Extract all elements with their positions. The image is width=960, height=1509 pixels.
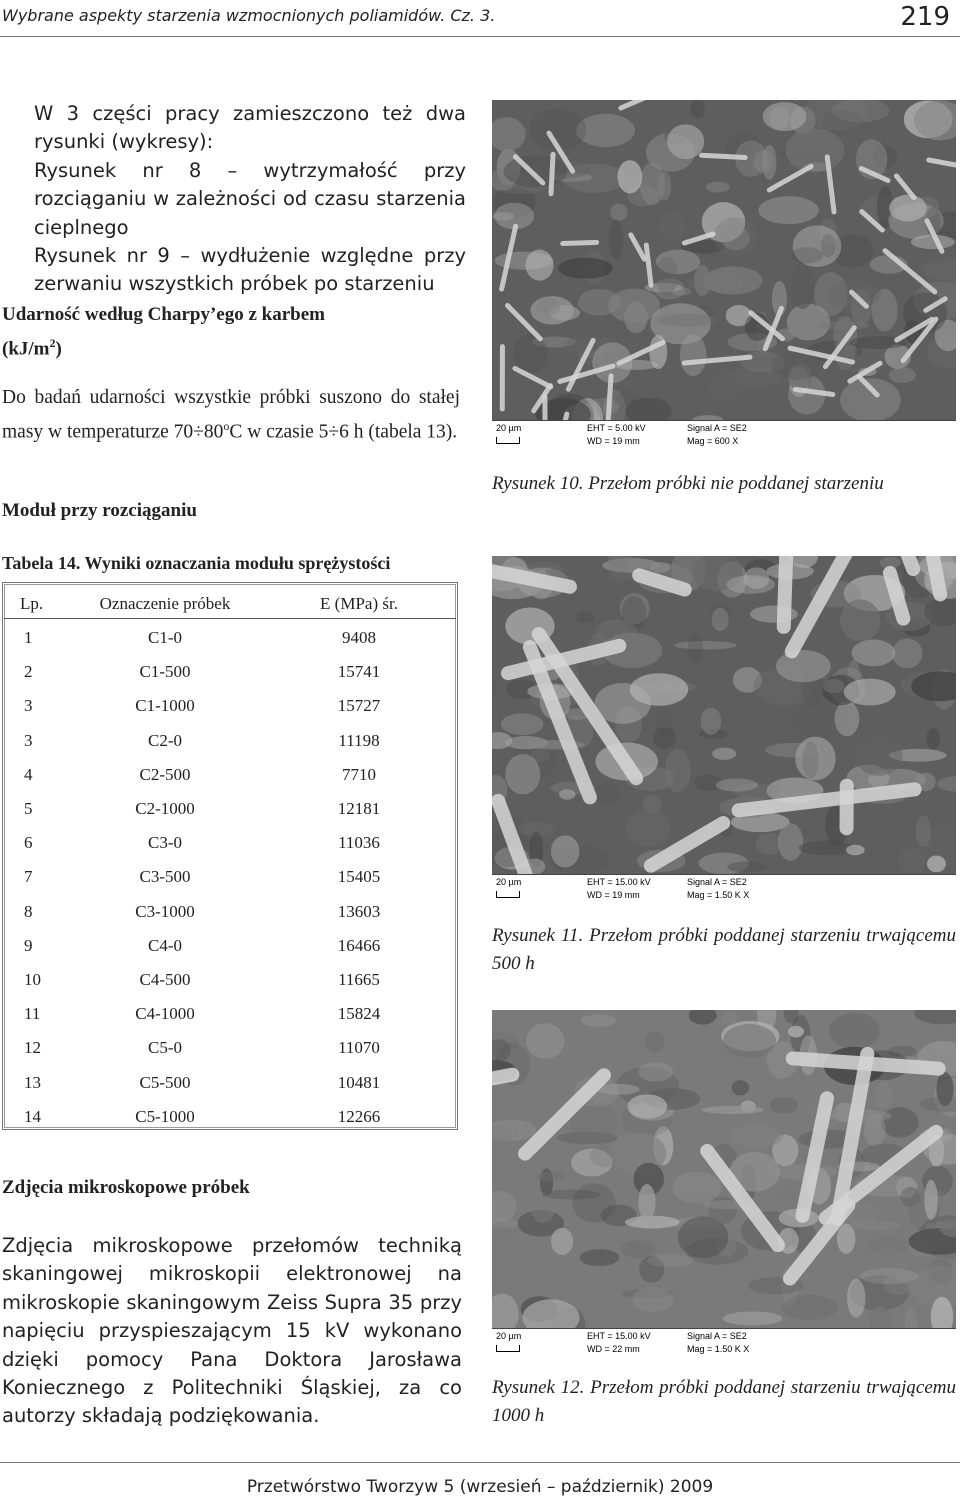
page-number: 219: [900, 2, 950, 32]
charpy-paragraph: [2, 384, 460, 447]
table-cell-modulus: 10481: [337, 1072, 381, 1092]
table-row: [4, 1065, 456, 1099]
table-row: [4, 996, 456, 1030]
table-cell-lp: 5: [24, 799, 33, 818]
charpy-heading: [2, 300, 462, 363]
micro-paragraph: Zdjęcia mikroskopowe przełomów techniką skaningowej mikroskopii elektronowej na mikroskopie skaningowym Zeiss Supra 35 przy napięciu przyspieszającym 15 kV wykonano dzięki pomocy Pana Doktora Jarosława Koniecznego z Politechniki Śląskiej, za co autorzy składają podziękowania.: [2, 1234, 462, 1428]
intro-line-3: Rysunek nr 9 – wydłużenie względne przy zerwaniu wszystkich próbek po starzeniu: [34, 244, 466, 296]
table-cell-modulus: 11036: [338, 833, 380, 853]
table-cell-sample: C5-0: [148, 1038, 182, 1058]
table-cell-lp: 13: [24, 1072, 41, 1092]
table-cell-lp: 4: [24, 764, 33, 784]
sem-micrograph-12: [492, 1010, 956, 1358]
table-row: [4, 1099, 456, 1133]
scale-bar: [496, 891, 520, 898]
table-cell-lp: 9: [24, 935, 33, 955]
table-cell-modulus: 11665: [338, 970, 380, 989]
table-cell-lp: 2: [24, 662, 33, 682]
table-cell-modulus: 7710: [342, 764, 376, 784]
table-cell-modulus: 15824: [337, 1004, 381, 1024]
table-cell-sample: C5-500: [139, 1072, 191, 1092]
table-row: [4, 962, 456, 996]
table-cell-sample: C1-1000: [135, 696, 195, 716]
wd-label: WD = 19 mm: [587, 890, 640, 900]
table-cell-lp: 3: [24, 730, 33, 750]
table-header-modulus: E (MPa) śr.: [320, 594, 398, 613]
table-cell-sample: C2-0: [148, 730, 182, 750]
table-cell-lp: 14: [24, 1106, 41, 1126]
table-cell-modulus: 13603: [337, 901, 381, 921]
signal-label: Signal A = SE2: [687, 423, 747, 433]
intro-line-1: W 3 części pracy zamieszczono też dwa rysunki (wykresy):: [34, 102, 466, 154]
table-row: [4, 791, 456, 825]
micro-heading: Zdjęcia mikroskopowe próbek: [2, 1177, 250, 1198]
figure-caption: Rysunek 11. Przełom próbki poddanej starzeniu trwającemu 500 h: [492, 925, 956, 974]
table-row: [4, 1030, 456, 1064]
table-cell-sample: C4-500: [139, 970, 191, 989]
scale-bar: [496, 1345, 520, 1352]
charpy-unit-prefix: (kJ/m: [2, 338, 50, 360]
table-header-rule: [4, 618, 456, 619]
charpy-paragraph-a: Do badań udarności wszystkie próbki suszono do stałej masy w temperaturze 70÷80: [2, 387, 460, 443]
mag-label: Mag = 1.50 K X: [687, 1344, 750, 1354]
table-cell-modulus: 15741: [337, 662, 381, 682]
table-cell-lp: 1: [24, 628, 33, 647]
table-cell-sample: C2-500: [139, 764, 191, 784]
table-cell-sample: C1-0: [148, 628, 182, 647]
table-cell-sample: C3-1000: [135, 901, 195, 921]
table-row: [4, 894, 456, 928]
table-cell-sample: C3-500: [139, 867, 191, 887]
table-header-sample: Oznaczenie próbek: [99, 594, 231, 613]
signal-label: Signal A = SE2: [687, 1331, 747, 1341]
table-cell-modulus: 12181: [337, 799, 381, 818]
micrograph-image: [492, 556, 956, 874]
footer-rule: [0, 1462, 960, 1463]
table-row: [4, 723, 456, 757]
table-cell-lp: 11: [24, 1004, 41, 1024]
figure-caption: Rysunek 12. Przełom próbki poddanej starzeniu trwającemu 1000 h: [492, 1377, 956, 1426]
running-title: Wybrane aspekty starzenia wzmocnionych poliamidów. Cz. 3.: [2, 6, 496, 25]
figure-caption: Rysunek 10. Przełom próbki nie poddanej starzeniu: [492, 473, 884, 494]
table-cell-lp: 12: [24, 1038, 41, 1058]
table-row: [4, 825, 456, 859]
table-cell-lp: 10: [24, 970, 41, 989]
scale-label: 20 µm: [496, 1331, 522, 1341]
table-cell-lp: 3: [24, 696, 33, 716]
table-cell-lp: 6: [24, 833, 33, 853]
table-row: [4, 859, 456, 893]
table-cell-modulus: 11070: [338, 1038, 380, 1058]
scale-label: 20 µm: [496, 877, 522, 887]
intro-paragraph: [34, 100, 466, 299]
wd-label: WD = 22 mm: [587, 1344, 640, 1354]
scale-bar: [496, 437, 520, 444]
table-row: [4, 688, 456, 722]
eht-label: EHT = 15.00 kV: [587, 1331, 651, 1341]
sem-info-bar: [492, 1328, 956, 1358]
sem-micrograph-11: [492, 556, 956, 904]
journal-footer: Przetwórstwo Tworzyw 5 (wrzesień – październik) 2009: [246, 1477, 714, 1497]
table-cell-sample: C4-0: [148, 935, 182, 955]
sem-micrograph-10: [492, 100, 956, 450]
table-row: [4, 928, 456, 962]
mag-label: Mag = 1.50 K X: [687, 890, 750, 900]
signal-label: Signal A = SE2: [687, 877, 747, 887]
table-row: [4, 757, 456, 791]
table-cell-lp: 7: [24, 867, 33, 887]
wd-label: WD = 19 mm: [587, 436, 640, 446]
eht-label: EHT = 15.00 kV: [587, 877, 651, 887]
micrograph-image: [492, 100, 956, 420]
table-row: [4, 620, 456, 654]
charpy-paragraph-sup: o: [223, 419, 230, 434]
mag-label: Mag = 600 X: [687, 436, 739, 446]
scale-label: 20 µm: [496, 423, 522, 433]
charpy-unit-suffix: ): [55, 338, 62, 360]
table-cell-sample: C5-1000: [135, 1106, 195, 1126]
header-rule: [0, 36, 960, 37]
table-caption: Tabela 14. Wyniki oznaczania modułu sprężystości: [2, 553, 391, 573]
table-cell-sample: C2-1000: [135, 799, 195, 818]
table-cell-modulus: 12266: [337, 1106, 381, 1126]
charpy-heading-text: Udarność według Charpy’ego z karbem: [2, 304, 325, 325]
table-header-lp: Lp.: [20, 594, 44, 613]
charpy-paragraph-b: C w czasie 5÷6 h (tabela 13).: [229, 421, 458, 443]
table-cell-modulus: 15405: [337, 867, 381, 887]
table-row: [4, 654, 456, 688]
table-cell-modulus: 11198: [338, 730, 380, 750]
table-header-row: [4, 586, 456, 620]
table-cell-modulus: 15727: [337, 696, 381, 716]
table-cell-lp: 8: [24, 901, 33, 921]
table-cell-sample: C4-1000: [135, 1004, 195, 1024]
sem-info-bar: [492, 874, 956, 904]
eht-label: EHT = 5.00 kV: [587, 423, 646, 433]
table-cell-modulus: 16466: [337, 935, 381, 955]
sem-info-bar: [492, 420, 956, 450]
intro-line-2: Rysunek nr 8 – wytrzymałość przy rozciąganiu w zależności od czasu starzenia cieplnego: [34, 158, 466, 239]
micrograph-image: [492, 1010, 956, 1328]
table-cell-sample: C3-0: [148, 833, 182, 853]
table-cell-modulus: 9408: [342, 628, 376, 647]
table-cell-sample: C1-500: [139, 662, 191, 682]
modul-heading: Moduł przy rozciąganiu: [2, 500, 197, 521]
charpy-unit-sup: 2: [49, 336, 56, 350]
